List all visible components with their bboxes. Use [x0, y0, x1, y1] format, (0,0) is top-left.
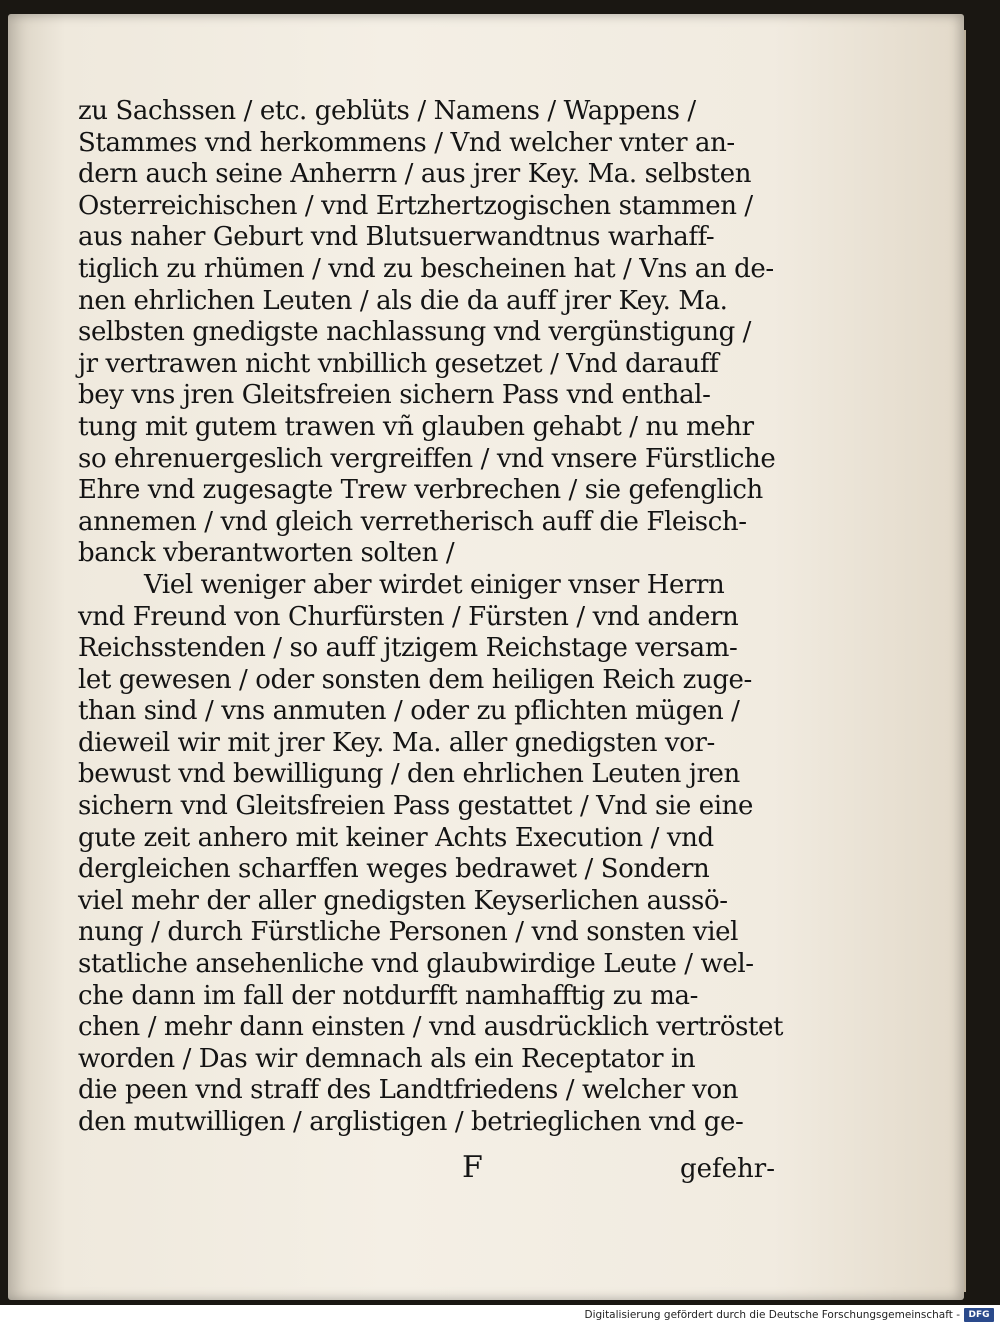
text-line: Osterreichischen / vnd Ertzhertzogischen stammen / [78, 190, 753, 221]
text-line: annemen / vnd gleich verretherisch auff die Fleisch- [78, 506, 747, 537]
text-line: selbsten gnedigste nachlassung vnd vergünstigung / [78, 317, 752, 348]
text-line: worden / Das wir demnach als ein Receptator in [78, 1043, 696, 1074]
text-line: bey vns jren Gleitsfreien sichern Pass vnd enthal- [78, 380, 711, 411]
text-line: viel mehr der aller gnedigsten Keyserlichen aussö- [78, 885, 728, 916]
text-line: den mutwilligen / arglistigen / betrieglichen vnd ge- [78, 1107, 744, 1137]
text-line: Reichsstenden / so auff jtzigem Reichstage versam- [78, 633, 738, 664]
text-line: Stammes vnd herkommens / Vnd welcher vnter an- [78, 127, 735, 158]
text-line: zu Sachssen / etc. geblüts / Namens / Wappens / [78, 96, 696, 126]
footer-bar [0, 1305, 1000, 1326]
text-line: dieweil wir mit jrer Key. Ma. aller gnedigsten vor- [78, 727, 715, 758]
text-line: chen / mehr dann einsten / vnd ausdrücklich vertröstet [78, 1012, 784, 1043]
text-line: banck vberantworten solten / [78, 538, 455, 569]
body-text [78, 96, 818, 1139]
text-line: statliche ansehenliche vnd glaubwirdige Leute / wel- [78, 949, 754, 980]
dfg-logo-icon: DFG [964, 1308, 994, 1322]
text-line: die peen vnd straff des Landtfriedens / welcher von [78, 1075, 739, 1106]
signature-mark: F [462, 1150, 483, 1185]
text-line: so ehrenuergeslich vergreiffen / vnd vnsere Fürstliche [78, 443, 776, 474]
text-line: nung / durch Fürstliche Personen / vnd sonsten viel [78, 917, 739, 948]
text-line: bewust vnd bewilligung / den ehrlichen Leuten jren [78, 759, 740, 790]
text-line: sichern vnd Gleitsfreien Pass gestattet / Vnd sie eine [78, 791, 753, 822]
text-line: dern auch seine Anherrn / aus jrer Key. Ma. selbsten [78, 159, 752, 190]
text-line: che dann im fall der notdurfft namhafftig zu ma- [78, 980, 698, 1011]
text-line: tiglich zu rhümen / vnd zu bescheinen hat / Vns an de- [78, 253, 774, 284]
catchword: gefehr- [680, 1154, 775, 1184]
text-line: let gewesen / oder sonsten dem heiligen Reich zuge- [78, 664, 752, 695]
text-line: nen ehrlichen Leuten / als die da auff jrer Key. Ma. [78, 285, 728, 316]
footer-credit-text: Digitalisierung gefördert durch die Deutsche Forschungsgemeinschaft - [584, 1309, 960, 1321]
text-line: aus naher Geburt vnd Blutsuerwandtnus warhaff- [78, 222, 715, 253]
text-line: tung mit gutem trawen vñ glauben gehabt / nu mehr [78, 411, 754, 442]
text-line: Viel weniger aber wirdet einiger vnser Herrn [144, 569, 725, 600]
text-line: Ehre vnd zugesagte Trew verbrechen / sie gefenglich [78, 475, 763, 506]
text-line: dergleichen scharffen weges bedrawet / Sondern [78, 854, 710, 885]
text-line: jr vertrawen nicht vnbillich gesetzet / Vnd darauff [78, 348, 719, 379]
text-line: gute zeit anhero mit keiner Achts Execution / vnd [78, 822, 714, 853]
text-line: than sind / vns anmuten / oder zu pflichten mügen / [78, 696, 740, 727]
text-line: vnd Freund von Churfürsten / Fürsten / vnd andern [78, 601, 739, 632]
